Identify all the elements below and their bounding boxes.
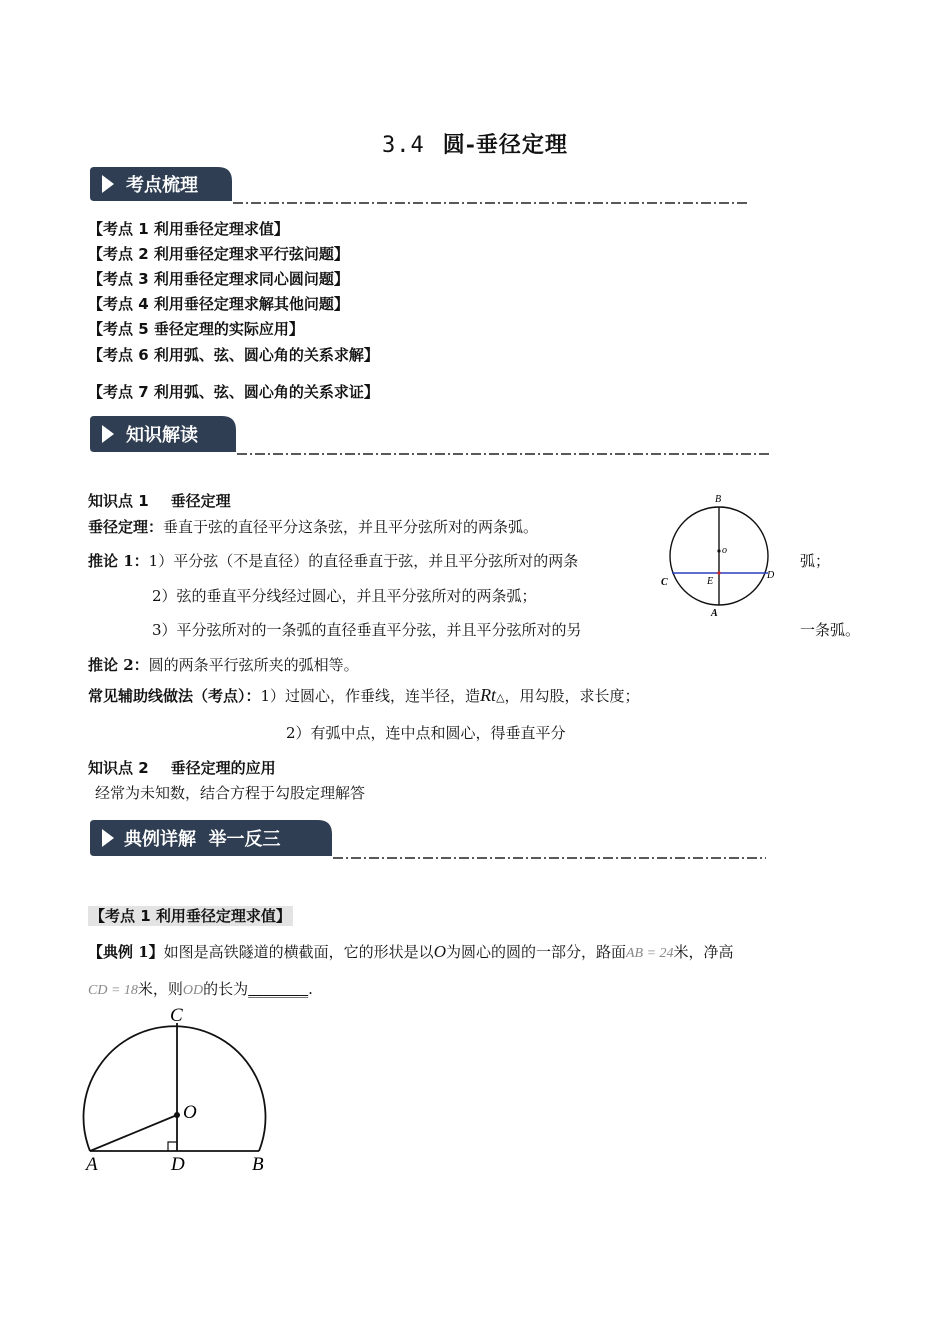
corollary1-line3-tail: 一条弧。 <box>800 621 861 639</box>
tunnel-figure <box>82 1005 282 1184</box>
fig1-center-dot <box>717 549 720 552</box>
fig2-label-d: D <box>171 1154 185 1175</box>
fig1-label-b: B <box>715 494 722 505</box>
theorem-line: 垂径定理：垂直于弦的直径平分这条弦，并且平分弦所对的两条弧。 <box>88 518 539 536</box>
toc-item: 【考点 2 利用垂径定理求平行弦问题】 <box>88 245 349 263</box>
fig2-radius-oa <box>90 1115 177 1151</box>
banner-3-text: 典例详解 举一反三 <box>124 829 281 850</box>
fig1-label-o: o <box>722 545 727 556</box>
toc-item: 【考点 1 利用垂径定理求值】 <box>88 220 289 238</box>
fig1-point-e <box>717 571 720 574</box>
fig1-label-c: C <box>661 577 668 588</box>
answer-blank[interactable]: ________ <box>248 980 309 998</box>
fig2-arc <box>84 1026 266 1151</box>
banner-1-text: 考点梳理 <box>126 175 198 196</box>
example-section-label: 【考点 1 利用垂径定理求值】 <box>90 907 291 925</box>
page-title: 3.4 圆-垂径定理 <box>382 132 568 158</box>
toc-item: 【考点 7 利用弧、弦、圆心角的关系求证】 <box>88 383 379 401</box>
fig2-label-c: C <box>170 1005 183 1026</box>
kp1-heading: 知识点 1 垂径定理 <box>88 492 231 510</box>
corollary1-line1: 推论 1：1）平分弦（不是直径）的直径垂直于弦，并且平分弦所对的两条 <box>88 552 579 570</box>
fig1-label-e: E <box>707 576 714 587</box>
aux-line-2: 2）有弧中点，连中点和圆心，得垂直平分 <box>286 724 566 742</box>
corollary1-line1-tail: 弧； <box>800 552 831 570</box>
section-banner-3 <box>90 818 770 858</box>
toc-item: 【考点 6 利用弧、弦、圆心角的关系求解】 <box>88 346 379 364</box>
fig1-label-d: D <box>767 570 775 581</box>
aux-line-1: 常见辅助线做法（考点）：1）过圆心，作垂线，连半径，造Rt△，用勾股，求长度； <box>88 685 640 705</box>
banner-2-text: 知识解读 <box>126 425 198 446</box>
section-banner-2 <box>90 414 775 454</box>
kp2-heading: 知识点 2 垂径定理的应用 <box>88 759 276 777</box>
toc-item: 【考点 4 利用垂径定理求解其他问题】 <box>88 295 349 313</box>
fig1-label-a: A <box>711 608 718 619</box>
circle-figure-1 <box>655 490 785 624</box>
section-banner-1 <box>90 165 755 205</box>
example-line-2: CD = 18米，则OD的长为________. <box>88 980 313 998</box>
corollary1-line3: 3）平分弦所对的一条弧的直径垂直平分弦，并且平分弦所对的另 <box>152 621 582 639</box>
toc-item: 【考点 3 利用垂径定理求同心圆问题】 <box>88 270 349 288</box>
toc-item: 【考点 5 垂径定理的实际应用】 <box>88 320 304 338</box>
fig2-center-o <box>174 1112 180 1118</box>
kp2-text: 经常为未知数，结合方程于勾股定理解答 <box>95 784 366 802</box>
fig2-right-angle <box>168 1142 177 1151</box>
fig2-label-a: A <box>86 1154 98 1175</box>
corollary1-line2: 2）弦的垂直平分线经过圆心，并且平分弦所对的两条弧； <box>152 587 537 605</box>
fig2-label-b: B <box>252 1154 264 1175</box>
example-line-1: 【典例 1】如图是高铁隧道的横截面，它的形状是以O为圆心的圆的一部分，路面AB = 24米，净高 <box>88 942 734 961</box>
fig2-label-o: O <box>183 1102 197 1123</box>
corollary2-line: 推论 2：圆的两条平行弦所夹的弧相等。 <box>88 656 359 674</box>
